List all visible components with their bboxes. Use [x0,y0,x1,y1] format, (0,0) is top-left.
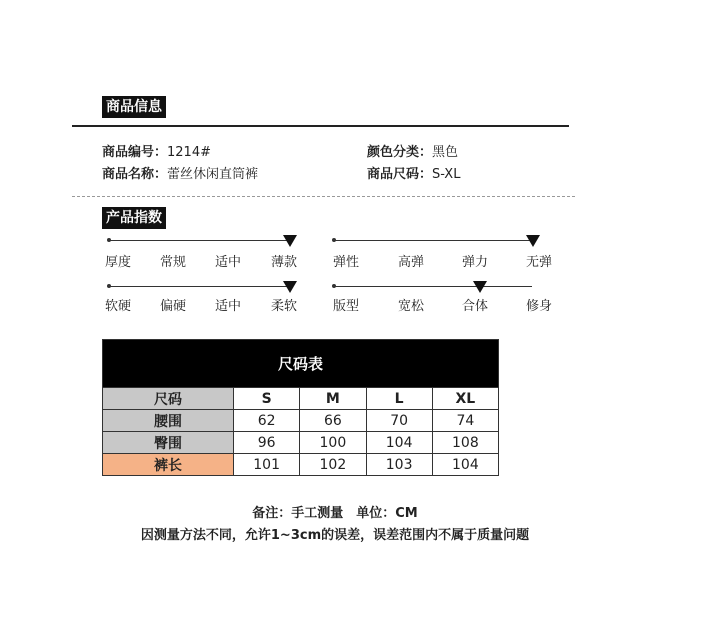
scale-label: 适中 [215,255,242,270]
product-name-key: 商品名称： [102,167,168,182]
table-cell: 66 [300,410,366,432]
size-table-header-cell: M [300,388,366,410]
scale-marker [283,235,297,247]
scale-label: 常规 [160,255,187,270]
dotted-divider [72,196,575,197]
scale-marker [283,281,297,293]
table-cell: 102 [300,454,366,476]
table-row [103,410,499,432]
size-table-header-cell: 尺码 [103,388,234,410]
row-header-cell: 臀围 [103,432,234,454]
note-tolerance: 因测量方法不同，允许1~3cm的误差，误差范围内不属于质量问题 [140,528,530,543]
scale-label: 高弹 [398,255,425,270]
scale-marker [526,235,540,247]
product-name-value: 蕾丝休闲直筒裤 [167,167,259,182]
size-table-header-row [103,388,499,410]
size-table-title-row [103,340,499,388]
table-cell: 108 [432,432,498,454]
table-cell: 74 [432,410,498,432]
product-index-heading: 产品指数 [102,207,166,229]
product-name-line [102,166,258,184]
scale-label: 无弹 [526,255,553,270]
table-cell: 103 [366,454,432,476]
table-cell: 104 [432,454,498,476]
table-cell: 96 [234,432,300,454]
product-code-line [102,144,211,162]
note-measurement: 备注：手工测量 单位：CM [252,506,418,521]
scale-label: 柔软 [271,299,298,314]
table-cell: 62 [234,410,300,432]
scale-label: 宽松 [398,299,425,314]
scale-label: 厚度 [105,255,132,270]
scale-marker [473,281,487,293]
size-table-title: 尺码表 [103,340,499,388]
table-row [103,454,499,476]
scale-label: 合体 [462,299,489,314]
table-cell: 104 [366,432,432,454]
scale-track [334,286,532,287]
size-table-header-cell: S [234,388,300,410]
table-cell: 70 [366,410,432,432]
scale-track [109,286,289,287]
product-info-heading: 商品信息 [102,96,166,118]
size-table [102,339,499,476]
product-size-key: 商品尺码： [367,167,433,182]
product-size-line [367,166,460,184]
scale-track [334,240,532,241]
table-cell: 101 [234,454,300,476]
size-table-header-cell: L [366,388,432,410]
table-cell: 100 [300,432,366,454]
scale-label: 偏硬 [160,299,187,314]
scale-label: 修身 [526,299,553,314]
scale-label: 薄款 [271,255,298,270]
scale-track [109,240,289,241]
product-code-key: 商品编号： [102,145,168,160]
scale-label: 弹性 [333,255,360,270]
table-row [103,432,499,454]
row-header-cell: 腰围 [103,410,234,432]
product-size-value: S-XL [432,167,461,182]
product-color-line [367,144,458,162]
product-color-key: 颜色分类： [367,145,433,160]
scale-label: 软硬 [105,299,132,314]
scale-label: 弹力 [462,255,489,270]
row-header-cell: 裤长 [103,454,234,476]
scale-label: 适中 [215,299,242,314]
section-divider [72,125,569,127]
product-color-value: 黑色 [432,145,459,160]
scale-label: 版型 [333,299,360,314]
size-table-header-cell: XL [432,388,498,410]
product-code-value: 1214# [167,145,211,160]
